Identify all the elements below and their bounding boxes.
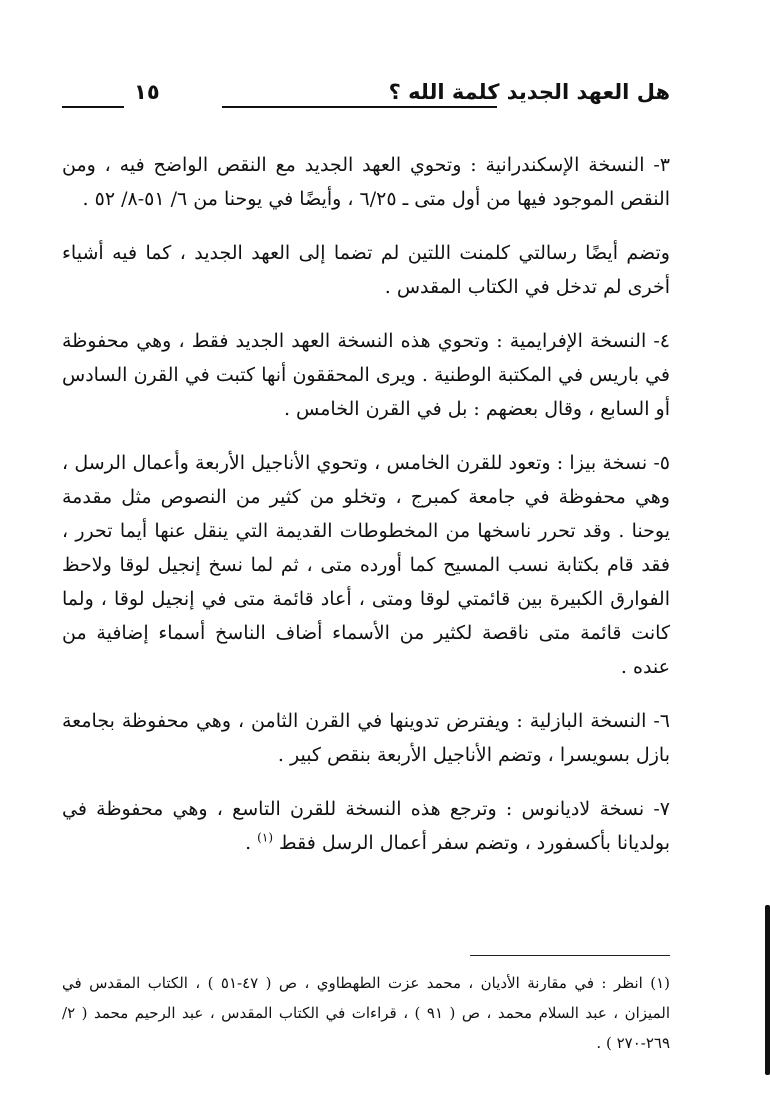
paragraph-6 (62, 792, 670, 860)
paragraph-5: ٦- النسخة البازلية : ويفترض تدوينها في القرن الثامن ، وهي محفوظة بجامعة بازل بسويسرا ، وتضم الأناجيل الأربعة بنقص كبير . (62, 710, 670, 766)
paragraph-2: وتضم أيضًا رسالتي كلمنت اللتين لم تضما إلى العهد الجديد ، كما فيه أشياء أخرى لم تدخل في الكتاب المقدس . (62, 242, 670, 298)
header-title: هل العهد الجديد كلمة الله ؟ (388, 80, 670, 104)
paragraph-6-end: . (245, 832, 258, 854)
scan-edge-mark (765, 905, 770, 1075)
footnotes (62, 968, 670, 1058)
footnote-1: (١) انظر : في مقارنة الأديان ، محمد عزت الطهطاوي ، ص ( ٤٧-٥١ ) ، الكتاب المقدس في الميزان ، عبد السلام محمد ، ص ( ٩١ ) ، قراءات في الكتاب المقدس ، عبد الرحيم محمد ( ٢/ ٢٦٩-٢٧٠ ) . (62, 974, 670, 1052)
footnote-divider (470, 955, 670, 956)
paragraph-1: ٣- النسخة الإسكندرانية : وتحوي العهد الجديد مع النقص الواضح فيه ، ومن النقص الموجود فيها من أول متى ـ ٦/٢٥ ، وأيضًا في يوحنا من ٦/ ٥١-٨/ ٥٢ . (62, 154, 670, 210)
running-header (62, 78, 670, 118)
page-number: ١٥ (134, 80, 160, 104)
header-rule-right (222, 106, 497, 108)
footnote-reference[interactable]: (١) (257, 830, 273, 845)
header-rule-left (62, 106, 124, 108)
paragraph-3: ٤- النسخة الإفرايمية : وتحوي هذه النسخة العهد الجديد فقط ، وهي محفوظة في باريس في المكتبة الوطنية . ويرى المحققون أنها كتبت في القرن السادس أو السابع ، وقال بعضهم : بل في القرن الخامس . (62, 330, 670, 420)
paragraph-6-text: ٧- نسخة لاديانوس : وترجع هذه النسخة للقرن التاسع ، وهي محفوظة في بولديانا بأكسفورد ، وتضم سفر أعمال الرسل فقط (62, 798, 670, 854)
body-text (62, 148, 670, 880)
paragraph-4: ٥- نسخة بيزا : وتعود للقرن الخامس ، وتحوي الأناجيل الأربعة وأعمال الرسل ، وهي محفوظة في جامعة كمبرج ، وتخلو من كثير من النصوص مثل مقدمة يوحنا . وقد تحرر ناسخها من المخطوطات القديمة التي ينقل عنها أيما تحرر ، فقد قام بكتابة نسب المسيح كما أورده متى ، ثم لما نسخ إنجيل لوقا ولاحظ الفوارق الكبيرة بين قائمتي لوقا ومتى ، أعاد قائمة متى في إنجيل لوقا ، ولما كانت قائمة متى ناقصة لكثير من الأسماء أضاف الناسخ أسماء إضافية من عنده . (62, 452, 670, 678)
